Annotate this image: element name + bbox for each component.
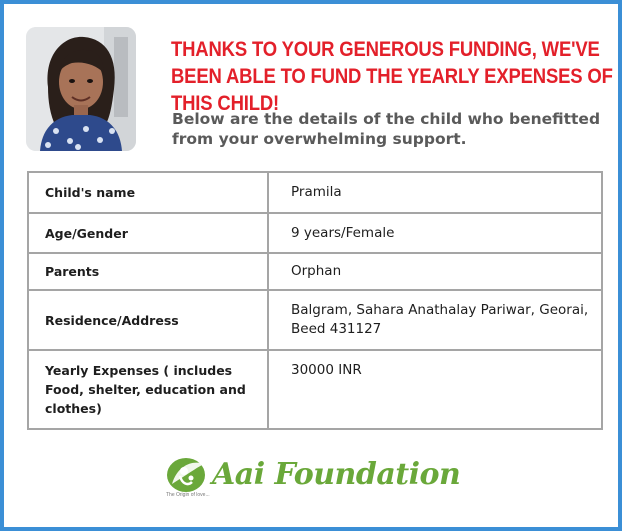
detail-value: Orphan	[268, 253, 602, 290]
table-row	[28, 213, 602, 253]
child-photo-image	[26, 27, 136, 151]
detail-label: Age/Gender	[28, 213, 268, 253]
detail-label: Child's name	[28, 172, 268, 213]
detail-label: Residence/Address	[28, 290, 268, 350]
detail-value: 30000 INR	[268, 350, 602, 429]
logo-tagline: The Origin of love...	[166, 492, 210, 498]
logo-name: Aai Foundation	[212, 457, 461, 492]
child-photo	[26, 27, 136, 151]
table-row	[28, 253, 602, 290]
detail-label: Parents	[28, 253, 268, 290]
detail-value: Pramila	[268, 172, 602, 213]
table-row	[28, 290, 602, 350]
table-row	[28, 172, 602, 213]
aai-foundation-logo	[164, 454, 484, 504]
child-details-table	[27, 171, 603, 430]
detail-value: Balgram, Sahara Anathalay Pariwar, Georai, Beed 431127	[268, 290, 602, 350]
thank-you-headline: THANKS TO YOUR GENEROUS FUNDING, WE'VE BEEN ABLE TO FUND THE YEARLY EXPENSES OF THIS CHILD!	[171, 37, 613, 115]
table-row	[28, 350, 602, 429]
detail-value: 9 years/Female	[268, 213, 602, 253]
detail-label: Yearly Expenses ( includes Food, shelter, education and clothes)	[28, 350, 268, 429]
intro-text: Below are the details of the child who benefitted from your overwhelming support.	[172, 110, 601, 148]
leaf-mother-child-icon	[164, 454, 210, 494]
